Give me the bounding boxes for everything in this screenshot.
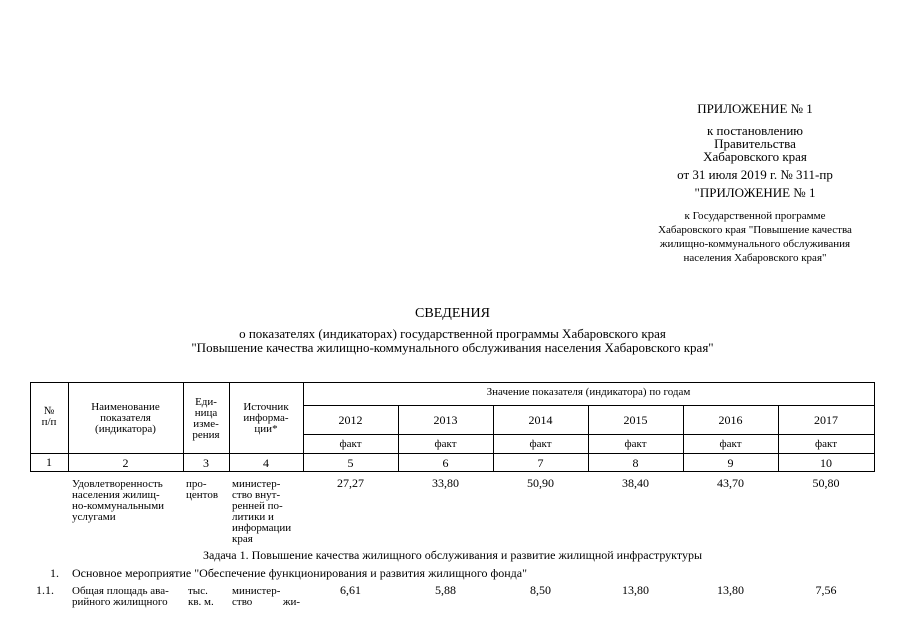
indicator-value: 27,27 [337,476,364,490]
appendix-line: к Государственной программе [684,210,826,222]
header-year: 2013 [433,413,458,427]
header-source-line: ции* [254,423,278,435]
indicator-unit-line: про- [186,478,207,490]
column-number: 5 [347,456,354,470]
main-event-label: Основное мероприятие "Обеспечение функционирования и развития жилищного фонда" [72,566,528,580]
document-subtitle-program: "Повышение качества жилищно-коммунального обслуживания населения Хабаровского края" [191,340,714,355]
indicator-name-line: но-коммунальными [72,500,165,512]
indicator-unit [188,586,232,608]
task-heading: Задача 1. Повышение качества жилищного обслуживания и развитие жилищной инфраструктуры [202,548,703,562]
appendix-line: Правительства [714,136,796,151]
header-num-line: п/п [41,416,57,428]
column-number: 6 [442,456,449,470]
indicator-source [232,479,304,545]
indicator-value: 13,80 [717,583,744,597]
document-title: СВЕДЕНИЯ [415,306,490,321]
column-number: 1 [46,455,52,469]
indicator-name-line: Общая площадь ава- [72,585,169,597]
header-unit-line: рения [192,429,220,441]
indicator-unit-line: тыс. [188,585,208,597]
column-number: 9 [727,456,734,470]
header-fact: факт [529,438,552,450]
header-name-line: показателя [100,412,151,424]
indicator-source-line: ство внут- [232,489,281,501]
indicator-unit-line: центов [186,489,219,501]
indicator-value: 6,61 [340,583,361,597]
indicator-source-line: министер- [232,478,281,490]
indicator-value: 7,56 [815,583,837,597]
indicator-source-line: ренней по- [232,500,283,512]
header-name-line: Наименование [91,401,160,413]
indicator-source-line: информации [232,522,292,534]
column-number: 3 [203,456,209,470]
header-source-line: информа- [243,412,289,424]
header-unit-line: ница [194,407,218,419]
indicator-value: 8,50 [530,583,551,597]
column-number: 2 [122,456,129,470]
document-subtitle: о показателях (индикаторах) государственной программы Хабаровского края [239,326,666,341]
indicator-source-word: ство [232,596,253,608]
column-number: 4 [263,456,269,470]
indicator-name-line: Удовлетворенность [72,478,163,490]
indicator-source-line: литики и [232,511,274,523]
header-fact: факт [434,438,457,450]
header-year: 2017 [814,413,838,427]
indicator-value: 38,40 [622,476,649,490]
indicator-value: 50,90 [527,476,554,490]
header-year: 2016 [718,413,743,427]
header-source-line: Источник [243,401,289,413]
indicator-value: 5,88 [435,583,456,597]
appendix-line: к постановлению [706,123,804,138]
header-num [30,406,68,428]
indicator-name [72,479,182,523]
appendix-line: населения Хабаровского края" [683,252,827,264]
appendix-title-2: "ПРИЛОЖЕНИЕ № 1 [694,185,816,200]
header-fact: факт [339,438,362,450]
appendix-line: жилищно-коммунального обслуживания [659,238,851,250]
header-year: 2012 [338,413,363,427]
header-source [229,402,303,435]
indicator-value: 43,70 [717,476,744,490]
appendix-line: Хабаровского края "Повышение качества [658,224,852,236]
appendix-line: Хабаровского края [703,149,807,164]
indicator-source-word: жи- [282,596,300,608]
header-year: 2014 [528,413,553,427]
column-number: 10 [820,456,832,470]
indicator-value: 50,80 [812,476,840,490]
header-fact: факт [624,438,647,450]
indicator-source-line: министер- [232,585,281,597]
appendix-date: от 31 июля 2019 г. № 311-пр [677,167,833,182]
header-year: 2015 [623,413,648,427]
column-number: 8 [632,456,639,470]
header-name-line: (индикатора) [95,423,156,435]
header-values-group: Значение показателя (индикатора) по годам [486,386,691,398]
header-fact: факт [719,438,742,450]
header-fact: факт [814,438,838,450]
indicator-value: 13,80 [622,583,649,597]
header-name [68,402,183,435]
main-event-number: 1. [50,566,59,580]
indicator-name-line: населения жилищ- [72,489,160,501]
row-number: 1.1. [36,583,54,597]
indicator-unit-line: кв. м. [188,596,214,608]
indicator-source [232,586,304,608]
header-unit-line: изме- [193,418,219,430]
indicator-value: 33,80 [432,476,459,490]
indicator-name [72,586,182,608]
indicator-unit [186,479,230,501]
header-num-line: № [43,405,55,417]
header-unit-line: Еди- [195,396,217,408]
indicator-source-line [232,597,300,608]
column-number: 7 [537,456,544,470]
indicator-name-line: рийного жилищного [72,596,168,608]
header-unit [183,397,229,441]
indicator-source-line: края [232,533,253,545]
indicator-name-line: услугами [72,511,116,523]
appendix-title: ПРИЛОЖЕНИЕ № 1 [697,101,813,116]
